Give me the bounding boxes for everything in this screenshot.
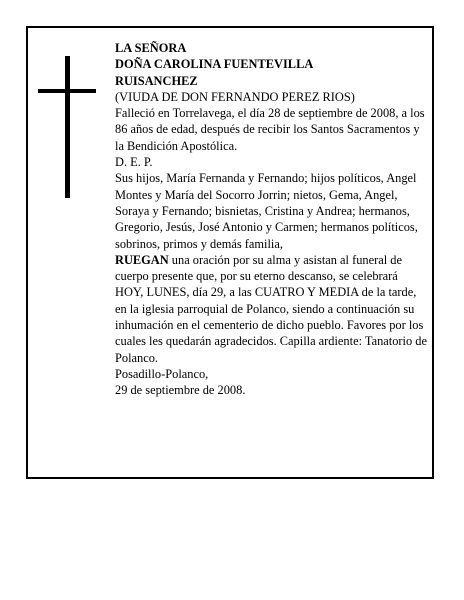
cross-icon bbox=[38, 56, 96, 198]
request-text: una oración por su alma y asistan al funeral de cuerpo presente que, por su eterno descanso, se celebrará HOY, LUNES, día 29, a las CUATRO Y MEDIA de la tarde, en la iglesia parroquial de Polanco, siendo a continuación su inhumación en el cementerio de dicho pueblo. Favores por los cuales les quedarán agradecidos. Capilla ardiente: Tanatorio de Polanco. bbox=[115, 252, 427, 365]
cross-horizontal-bar bbox=[38, 89, 96, 93]
heading-line-1: LA SEÑORA bbox=[115, 41, 187, 55]
widow-line: (VIUDA DE DON FERNANDO PEREZ RIOS) bbox=[115, 89, 355, 104]
obituary-card bbox=[26, 26, 434, 479]
place-line: Posadillo-Polanco, bbox=[115, 366, 209, 381]
rip-line: D. E. P. bbox=[115, 155, 153, 170]
heading-line-3: RUISANCHEZ bbox=[115, 73, 198, 88]
cross-vertical-bar bbox=[65, 56, 70, 198]
family-paragraph: Sus hijos, María Fernanda y Fernando; hijos políticos, Angel Montes y María del Socorro Jorrin; nietos, Gema, Angel, Soraya y Fernando; bisnietas, Cristina y Andrea; hermanos, Gregorio, Jesús, José Antonio y Carmen; hermanos políticos, sobrinos, primos y demás familia, bbox=[115, 171, 418, 251]
death-paragraph: Falleció en Torrelavega, el día 28 de septiembre de 2008, a los 86 años de edad, después de recibir los Santos Sacramentos y la Bendición Apostólica. bbox=[115, 106, 425, 153]
heading-line-2: DOÑA CAROLINA FUENTEVILLA bbox=[115, 57, 314, 72]
request-keyword: RUEGAN bbox=[115, 252, 169, 267]
date-line: 29 de septiembre de 2008. bbox=[115, 383, 246, 398]
request-paragraph bbox=[115, 252, 427, 366]
obituary-text bbox=[115, 40, 427, 399]
